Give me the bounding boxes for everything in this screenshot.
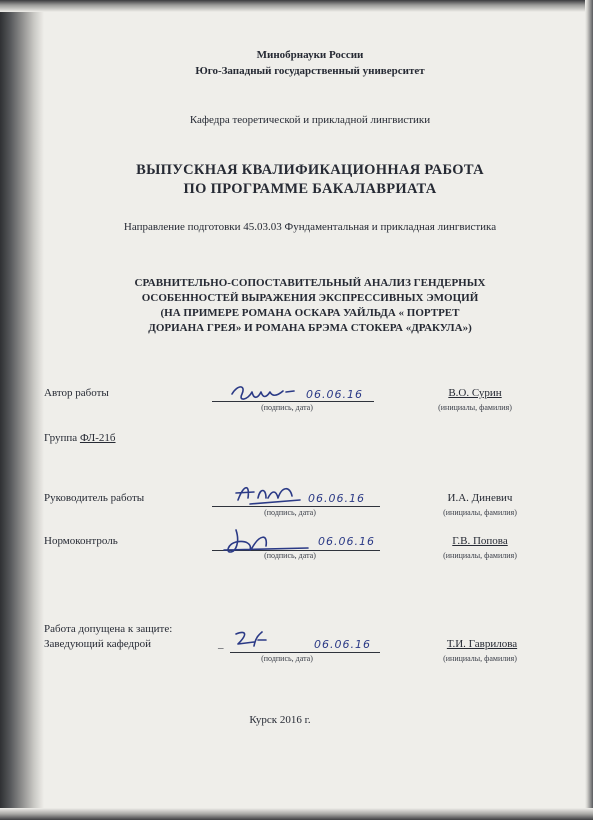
head-date: 06.06.16 xyxy=(314,638,371,651)
topic-line1: СРАВНИТЕЛЬНО-СОПОСТАВИТЕЛЬНЫЙ АНАЛИЗ ГЕНДЕРНЫХ xyxy=(134,277,486,289)
supervisor-name-caption: (инициалы, фамилия) xyxy=(443,508,517,517)
topic-line4: ДОРИАНА ГРЕЯ» И РОМАНА БРЭМА СТОКЕРА «ДРАКУЛА») xyxy=(148,322,472,334)
scan-top-edge xyxy=(0,0,593,12)
supervisor-signature-caption: (подпись, дата) xyxy=(264,508,316,517)
normcontrol-name: Г.В. Попова xyxy=(452,535,508,547)
scan-right-edge xyxy=(585,0,593,820)
supervisor-label: Руководитель работы xyxy=(44,492,145,504)
head-signature xyxy=(232,628,272,652)
document-title-line1: ВЫПУСКНАЯ КВАЛИФИКАЦИОННАЯ РАБОТА xyxy=(136,162,484,178)
head-signature-dash: _ xyxy=(218,638,224,650)
head-signature-caption: (подпись, дата) xyxy=(261,654,313,663)
group-row xyxy=(44,432,116,444)
author-label: Автор работы xyxy=(44,387,109,399)
topic-line3: (НА ПРИМЕРЕ РОМАНА ОСКАРА УАЙЛЬДА « ПОРТРЕТ xyxy=(160,307,460,319)
university-name: Юго-Западный государственный университет xyxy=(195,65,425,77)
scan-binding-shadow xyxy=(0,0,44,820)
head-name-caption: (инициалы, фамилия) xyxy=(443,654,517,663)
group-value: ФЛ-21б xyxy=(79,432,116,444)
group-label: Группа xyxy=(44,432,78,444)
document-title-line2: ПО ПРОГРАММЕ БАКАЛАВРИАТА xyxy=(183,181,437,197)
city-year: Курск 2016 г. xyxy=(249,714,311,726)
normcontrol-name-caption: (инициалы, фамилия) xyxy=(443,551,517,560)
normcontrol-date: 06.06.16 xyxy=(318,535,375,548)
supervisor-name: И.А. Диневич xyxy=(447,492,513,504)
normcontrol-label: Нормоконтроль xyxy=(44,535,118,547)
study-direction: Направление подготовки 45.03.03 Фундаментальная и прикладная лингвистика xyxy=(123,221,497,233)
head-signature-line xyxy=(230,652,380,653)
ministry-name: Минобрнауки России xyxy=(256,49,364,61)
author-name-caption: (инициалы, фамилия) xyxy=(438,403,512,412)
supervisor-date: 06.06.16 xyxy=(308,492,365,505)
head-name: Т.И. Гаврилова xyxy=(446,638,518,650)
scan-bottom-edge xyxy=(0,808,593,820)
author-name: В.О. Сурин xyxy=(448,387,502,399)
supervisor-signature xyxy=(232,480,304,508)
department-name: Кафедра теоретической и прикладной лингвистики xyxy=(189,114,431,126)
admission-label: Работа допущена к защите: xyxy=(44,623,173,635)
topic-line2: ОСОБЕННОСТЕЙ ВЫРАЖЕНИЯ ЭКСПРЕССИВНЫХ ЭМОЦИЙ xyxy=(141,292,479,304)
author-date: 06.06.16 xyxy=(306,388,363,401)
author-signature-caption: (подпись, дата) xyxy=(261,403,313,412)
head-of-department-label: Заведующий кафедрой xyxy=(44,638,151,650)
normcontrol-signature-caption: (подпись, дата) xyxy=(264,551,316,560)
